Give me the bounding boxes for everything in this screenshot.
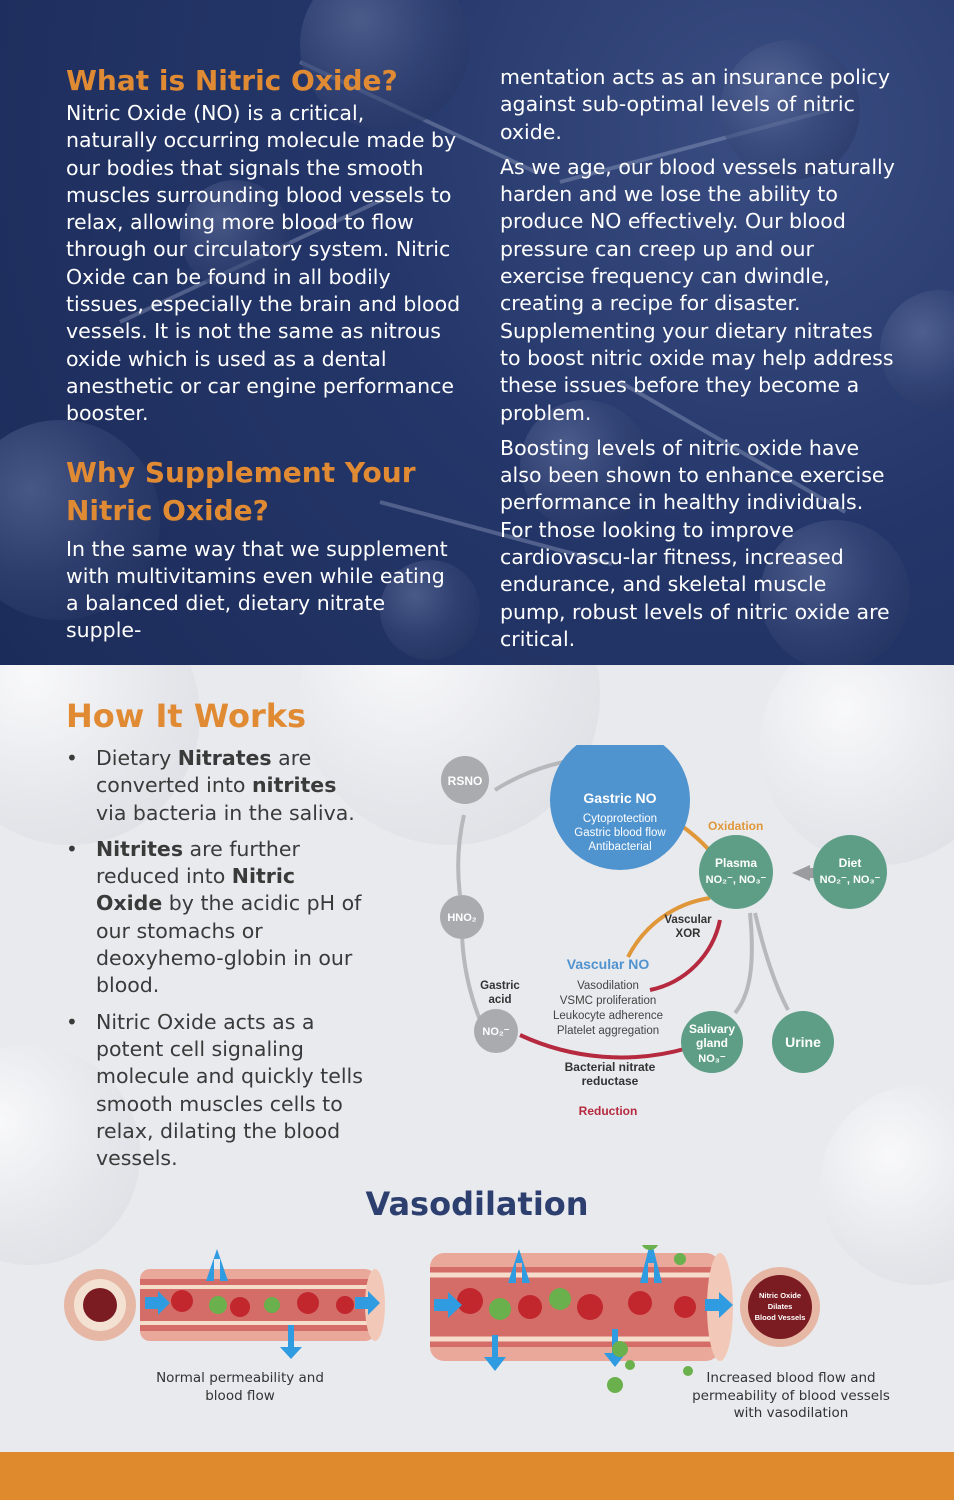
what-is-title: What is Nitric Oxide? — [66, 64, 398, 97]
caption-line: permeability of blood vessels — [692, 1387, 890, 1404]
left-column — [66, 62, 461, 653]
bullet-bold: Nitrites — [96, 836, 184, 861]
vascular-item: Platelet aggregation — [556, 1025, 660, 1037]
no-molecule — [674, 1253, 686, 1265]
bullet-text: via bacteria in the saliva. — [96, 800, 355, 825]
caption-line: Increased blood flow and — [706, 1370, 876, 1386]
bullet-text: Nitric Oxide acts as a potent cell signaling molecule and quickly tells smooth muscles cells to relax, dilating the blood vessels. — [96, 1009, 363, 1171]
gray-connector — [755, 913, 788, 1010]
red-blood-cell — [171, 1290, 193, 1312]
no-molecule — [607, 1377, 623, 1393]
list-item — [66, 836, 366, 1000]
no-molecule — [209, 1296, 227, 1314]
gray-arc — [462, 935, 482, 1025]
vascular-no-label: Vascular NO — [566, 956, 650, 972]
bacterial-label: reductase — [581, 1074, 639, 1088]
badge-text: Blood Vessels — [754, 1313, 806, 1322]
caption-dilated — [680, 1370, 902, 1423]
vessel-lumen — [83, 1288, 117, 1322]
no2-label: NO₂⁻ — [482, 1026, 510, 1038]
diet-label: Diet — [838, 856, 862, 870]
right-paragraph-3: Boosting levels of nitric oxide have also been shown to enhance exercise performance in healthy individuals. For those looking to improve cardiovascu-lar fitness, increased endurance, and skeletal muscle pump, robust levels of nitric oxide are critical. — [500, 435, 890, 651]
bullet-bold: nitrites — [251, 773, 337, 798]
no-molecule — [641, 1245, 659, 1250]
rsno-label: RSNO — [447, 774, 483, 788]
vascular-item: Leukocyte adherence — [553, 1010, 663, 1022]
nitric-oxide-cycle-diagram — [420, 745, 920, 1165]
caption-line: Normal permeability and — [156, 1370, 324, 1386]
caption-line: with vasodilation — [733, 1405, 849, 1421]
red-blood-cell — [518, 1295, 542, 1319]
urine-label: Urine — [785, 1034, 821, 1050]
red-blood-cell — [336, 1296, 354, 1314]
red-blood-cell — [628, 1291, 652, 1315]
salivary-label: gland — [696, 1036, 728, 1050]
gastric-item: Gastric blood flow — [574, 827, 666, 839]
intro-section — [0, 0, 954, 665]
badge-text: Dilates — [767, 1302, 793, 1311]
gastric-item: Antibacterial — [588, 841, 652, 853]
bullet-text: are converted into — [96, 746, 312, 798]
no-molecule — [264, 1297, 280, 1313]
red-blood-cell — [230, 1297, 250, 1317]
gastric-no-label: Gastric NO — [583, 790, 657, 806]
vascular-xor-label: Vascular — [664, 914, 712, 926]
diet-node — [813, 835, 887, 909]
right-paragraph-2: As we age, our blood vessels naturally harden and we lose the ability to produce NO effectively. Our blood pressure can creep up and our exercise frequency can dwindle, creating a recipe for disaster. Supplementing your dietary nitrates to boost nitric oxide may help address these issues before they become a problem. — [500, 154, 895, 425]
caption-normal — [140, 1370, 340, 1405]
gastric-acid-label: Gastric — [480, 980, 520, 992]
red-blood-cell — [297, 1292, 319, 1314]
vascular-xor-label: XOR — [675, 928, 701, 940]
vasodilation-title: Vasodilation — [365, 1185, 589, 1223]
badge-text: Nitric Oxide — [758, 1291, 802, 1300]
bullet-bold: Nitric Oxide — [96, 864, 296, 916]
salivary-label: Salivary — [688, 1022, 736, 1036]
why-title-line1: Why Supplement Your — [66, 455, 416, 489]
red-blood-cell — [674, 1296, 696, 1318]
what-is-paragraph: Nitric Oxide (NO) is a critical, naturally occurring molecule made by our bodies that signals the smooth muscles surrounding blood vessels to relax, allowing more blood to flow through our circulatory system. Nitric Oxide can be found in all bodily tissues, especially the brain and blood vessels. It is not the same as nitrous oxide which is used as a dental anesthetic or car engine performance booster. — [66, 101, 461, 426]
list-item — [66, 745, 366, 827]
bacterial-label: Bacterial nitrate — [564, 1060, 656, 1074]
how-it-works-section — [0, 665, 954, 1452]
oxidation-label: Oxidation — [708, 819, 764, 833]
no-molecule — [549, 1288, 571, 1310]
diet-sub: NO₂⁻, NO₃⁻ — [819, 874, 881, 886]
bullet-text: by the acidic pH of our stomachs or deoxyhemo-globin in our blood. — [96, 891, 362, 998]
why-title-line2: Nitric Oxide? — [66, 493, 269, 527]
no-molecule — [625, 1360, 635, 1370]
plasma-label: Plasma — [714, 856, 758, 870]
right-paragraph-1: mentation acts as an insurance policy against sub-optimal levels of nitric oxide. — [500, 65, 890, 144]
gray-arc — [458, 815, 464, 895]
gray-connector — [735, 913, 752, 1013]
red-blood-cell — [457, 1288, 483, 1314]
how-it-works-list — [66, 745, 366, 1181]
red-blood-cell — [577, 1294, 603, 1320]
bottom-accent-bar — [0, 1452, 954, 1500]
vascular-item: VSMC proliferation — [559, 995, 657, 1007]
vascular-item: Vasodilation — [577, 980, 639, 992]
why-paragraph: In the same way that we supplement with multivitamins even while eating a balanced diet, dietary nitrate supple- — [66, 536, 448, 643]
reduction-arc — [520, 1035, 688, 1057]
bullet-text: Dietary — [96, 746, 178, 770]
gastric-acid-label: acid — [488, 994, 512, 1006]
caption-line: blood flow — [205, 1387, 275, 1404]
plasma-node — [699, 835, 773, 909]
no-molecule — [489, 1298, 511, 1320]
plasma-sub: NO₂⁻, NO₃⁻ — [705, 874, 767, 886]
gastric-item: Cytoprotection — [582, 813, 658, 825]
how-it-works-title: How It Works — [66, 697, 307, 735]
no-molecule — [612, 1341, 628, 1357]
why-title — [66, 454, 461, 530]
arrow-icon — [792, 865, 810, 881]
hno2-label: HNO₂ — [447, 912, 477, 924]
reduction-label: Reduction — [578, 1104, 638, 1118]
bullet-text: are further reduced into — [96, 836, 300, 889]
bullet-bold: Nitrates — [177, 746, 272, 770]
right-column — [500, 64, 895, 661]
list-item — [66, 1009, 366, 1173]
salivary-label: NO₃⁻ — [698, 1053, 726, 1065]
